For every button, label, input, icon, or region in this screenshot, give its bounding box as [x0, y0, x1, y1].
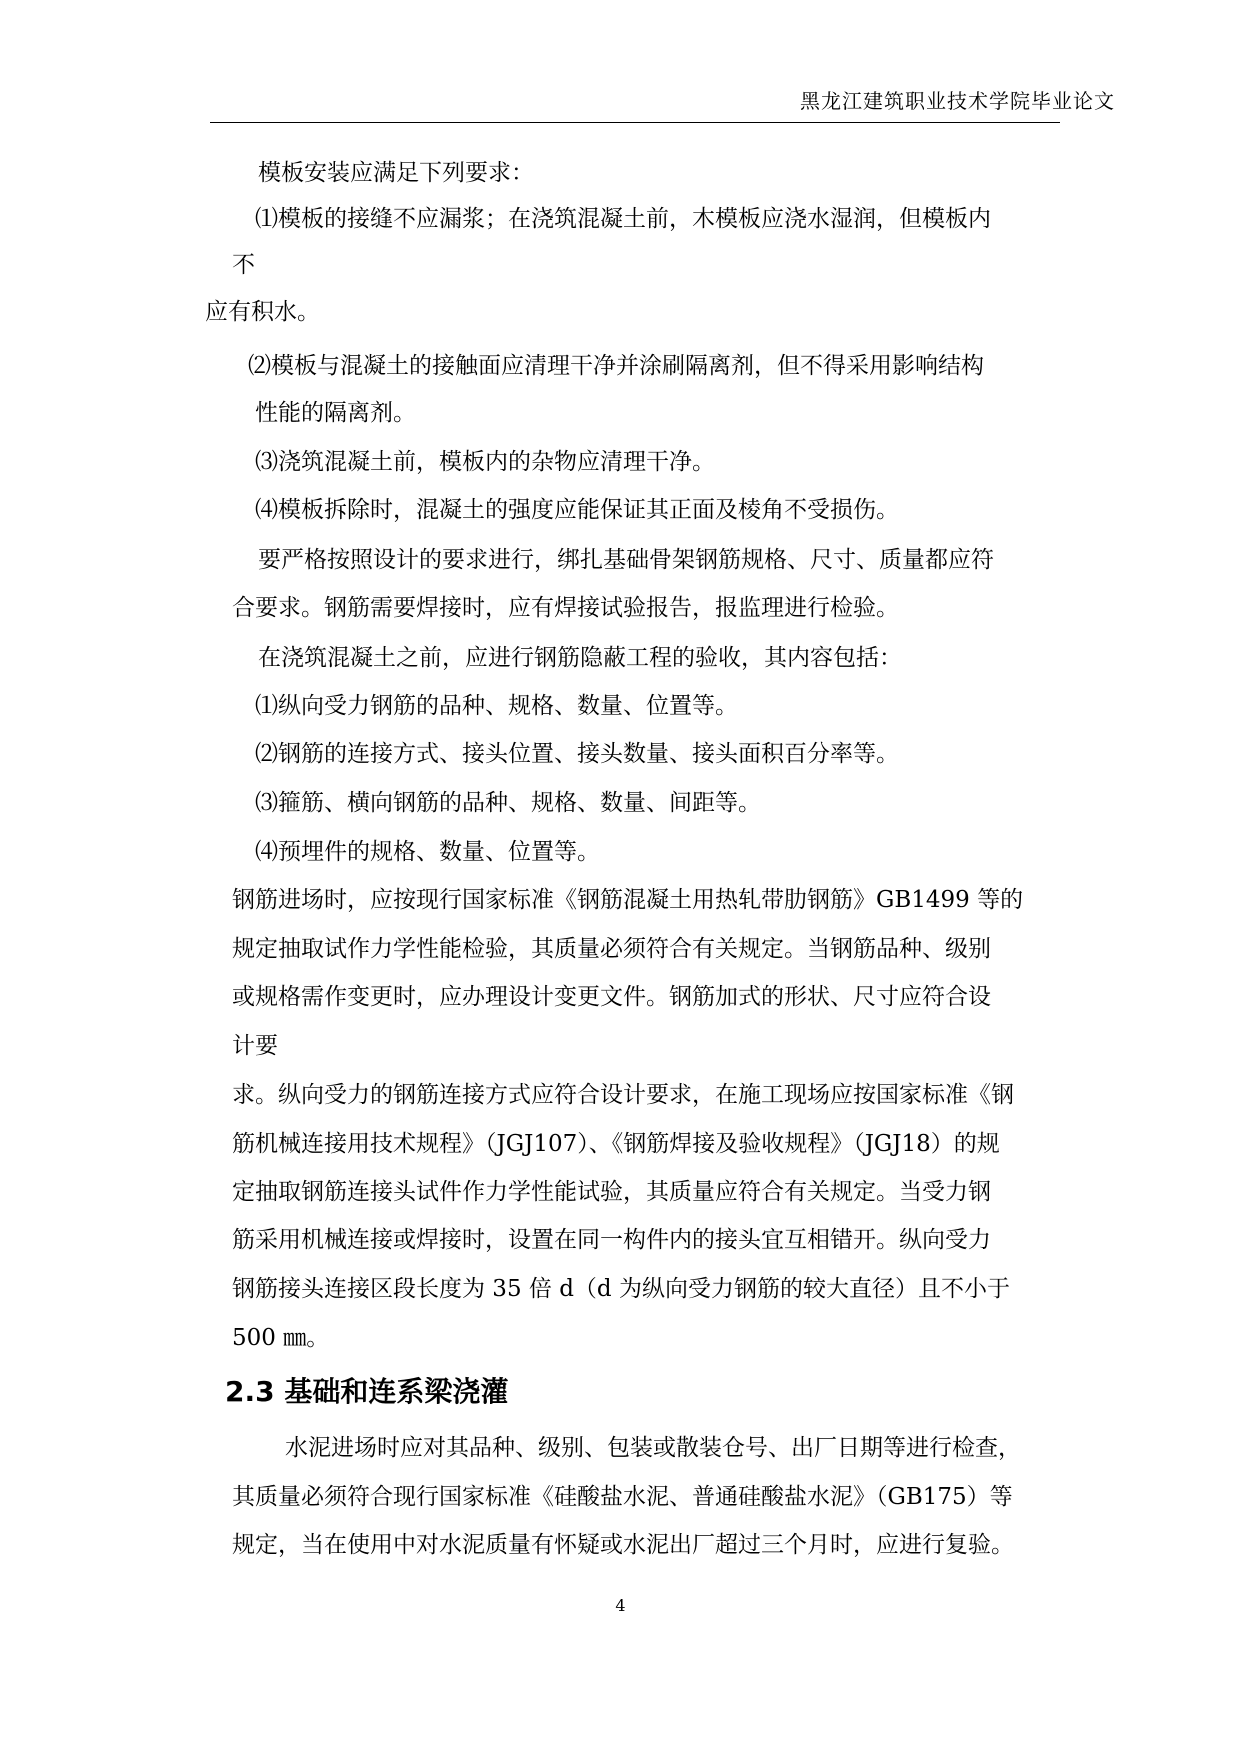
- text-line: 或规格需作变更时，应办理设计变更文件。钢筋加式的形状、尺寸应符合设: [232, 984, 991, 1010]
- text-line: 筋机械连接用技术规程》（JGJ107）、《钢筋焊接及验收规程》（JGJ18）的规: [232, 1131, 1000, 1157]
- text-line: 筋采用机械连接或焊接时，设置在同一构件内的接头宜互相错开。纵向受力: [232, 1227, 991, 1253]
- text-line: 规定，当在使用中对水泥质量有怀疑或水泥出厂超过三个月时，应进行复验。: [232, 1532, 1014, 1558]
- text-line: 要严格按照设计的要求进行，绑扎基础骨架钢筋规格、尺寸、质量都应符: [258, 547, 994, 573]
- text-line: 定抽取钢筋连接头试件作力学性能试验，其质量应符合有关规定。当受力钢: [232, 1179, 991, 1205]
- text-line: ⑶箍筋、横向钢筋的品种、规格、数量、间距等。: [255, 790, 761, 816]
- running-header: 黑龙江建筑职业技术学院毕业论文: [800, 89, 1115, 113]
- text-line: 求。纵向受力的钢筋连接方式应符合设计要求，在施工现场应按国家标准《钢: [232, 1082, 1014, 1108]
- text-line: ⑷预埋件的规格、数量、位置等。: [255, 839, 600, 865]
- text-line: ⑵模板与混凝土的接触面应清理干净并涂刷隔离剂，但不得采用影响结构: [248, 353, 984, 379]
- text-line: 500 ㎜。: [232, 1325, 330, 1351]
- text-line: 规定抽取试作力学性能检验，其质量必须符合有关规定。当钢筋品种、级别: [232, 936, 991, 962]
- text-line: 性能的隔离剂。: [255, 400, 416, 426]
- text-line: 合要求。钢筋需要焊接时，应有焊接试验报告，报监理进行检验。: [232, 595, 899, 621]
- text-line: 计要: [232, 1033, 278, 1059]
- section-heading: 2.3 基础和连系梁浇灌: [225, 1375, 509, 1408]
- text-line: 水泥进场时应对其品种、级别、包装或散装仓号、出厂日期等进行检查，: [285, 1435, 1021, 1461]
- page-number: 4: [615, 1596, 626, 1615]
- header-rule: [210, 122, 1060, 123]
- text-line: 应有积水。: [205, 299, 320, 325]
- text-line: 钢筋进场时，应按现行国家标准《钢筋混凝土用热轧带肋钢筋》GB1499 等的: [232, 887, 1024, 913]
- text-line: 钢筋接头连接区段长度为 35 倍 d（d 为纵向受力钢筋的较大直径）且不小于: [232, 1276, 1010, 1302]
- text-line: ⑶浇筑混凝土前，模板内的杂物应清理干净。: [255, 449, 715, 475]
- text-line: ⑴纵向受力钢筋的品种、规格、数量、位置等。: [255, 693, 738, 719]
- text-line: 不: [232, 252, 255, 278]
- text-line: 模板安装应满足下列要求：: [258, 160, 534, 186]
- text-line: 在浇筑混凝土之前，应进行钢筋隐蔽工程的验收，其内容包括：: [258, 645, 902, 671]
- text-line: ⑴模板的接缝不应漏浆；在浇筑混凝土前，木模板应浇水湿润，但模板内: [255, 206, 991, 232]
- text-line: 其质量必须符合现行国家标准《硅酸盐水泥、普通硅酸盐水泥》（GB175）等: [232, 1484, 1013, 1510]
- text-line: ⑵钢筋的连接方式、接头位置、接头数量、接头面积百分率等。: [255, 741, 899, 767]
- text-line: ⑷模板拆除时，混凝土的强度应能保证其正面及棱角不受损伤。: [255, 497, 899, 523]
